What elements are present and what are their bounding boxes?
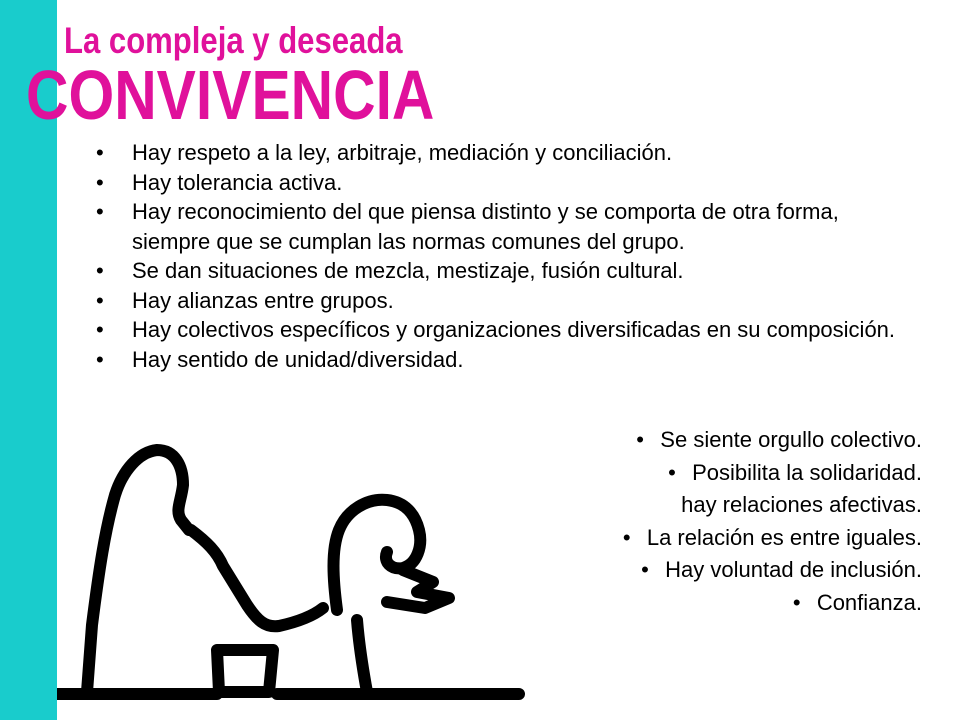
- slide-title: CONVIVENCIA: [26, 56, 435, 134]
- list-item-text: Hay reconocimiento del que piensa distinto y se comporta de otra forma, siempre que se cumplan las normas comunes del grupo.: [132, 199, 839, 254]
- list-item-text: Se dan situaciones de mezcla, mestizaje, fusión cultural.: [132, 258, 684, 283]
- list-item: [96, 345, 916, 375]
- bullet-glyph: •: [622, 524, 631, 550]
- list-item: [96, 286, 916, 316]
- list-item: [623, 424, 922, 457]
- bullet-glyph: •: [96, 317, 104, 342]
- list-item-text: Hay tolerancia activa.: [132, 169, 343, 195]
- list-item: [623, 554, 922, 587]
- main-bullet-list: [96, 138, 916, 374]
- list-item-text: Hay respeto a la ley, arbitraje, mediación y conciliación.: [132, 140, 673, 165]
- bullet-glyph: •: [641, 557, 649, 582]
- bullet-glyph: •: [636, 427, 644, 452]
- bullet-glyph: •: [96, 169, 104, 195]
- list-item-text: Hay voluntad de inclusión.: [665, 557, 922, 582]
- list-item-text: Hay sentido de unidad/diversidad.: [132, 346, 464, 372]
- list-item: [623, 457, 922, 490]
- list-item-text: Confianza.: [816, 589, 922, 615]
- list-item-text: Hay alianzas entre grupos.: [132, 287, 394, 313]
- bullet-glyph: •: [96, 346, 104, 372]
- list-item-text: La relación es entre iguales.: [646, 524, 922, 550]
- list-item: [623, 587, 922, 620]
- list-item: [96, 168, 916, 198]
- secondary-bullet-list: [623, 424, 922, 619]
- bullet-glyph: •: [96, 199, 104, 224]
- list-item: [96, 256, 916, 286]
- bullet-glyph: •: [668, 459, 676, 485]
- list-item-text: Posibilita la solidaridad.: [692, 459, 922, 485]
- list-item: [96, 315, 916, 345]
- list-item: [96, 197, 916, 256]
- list-item-text: Hay colectivos específicos y organizaciones diversificadas en su composición.: [132, 317, 896, 342]
- two-figures-drawing-icon: [57, 430, 537, 720]
- bullet-glyph: •: [96, 258, 104, 283]
- list-item: [623, 522, 922, 555]
- list-item: [96, 138, 916, 168]
- bullet-glyph: •: [96, 140, 104, 165]
- list-item: [623, 489, 922, 522]
- list-item-text: Se siente orgullo colectivo.: [660, 427, 922, 452]
- list-item-text: hay relaciones afectivas.: [681, 492, 922, 517]
- slide-subtitle: La compleja y deseada: [64, 20, 403, 61]
- bullet-glyph: •: [792, 589, 801, 615]
- bullet-glyph: •: [96, 287, 104, 313]
